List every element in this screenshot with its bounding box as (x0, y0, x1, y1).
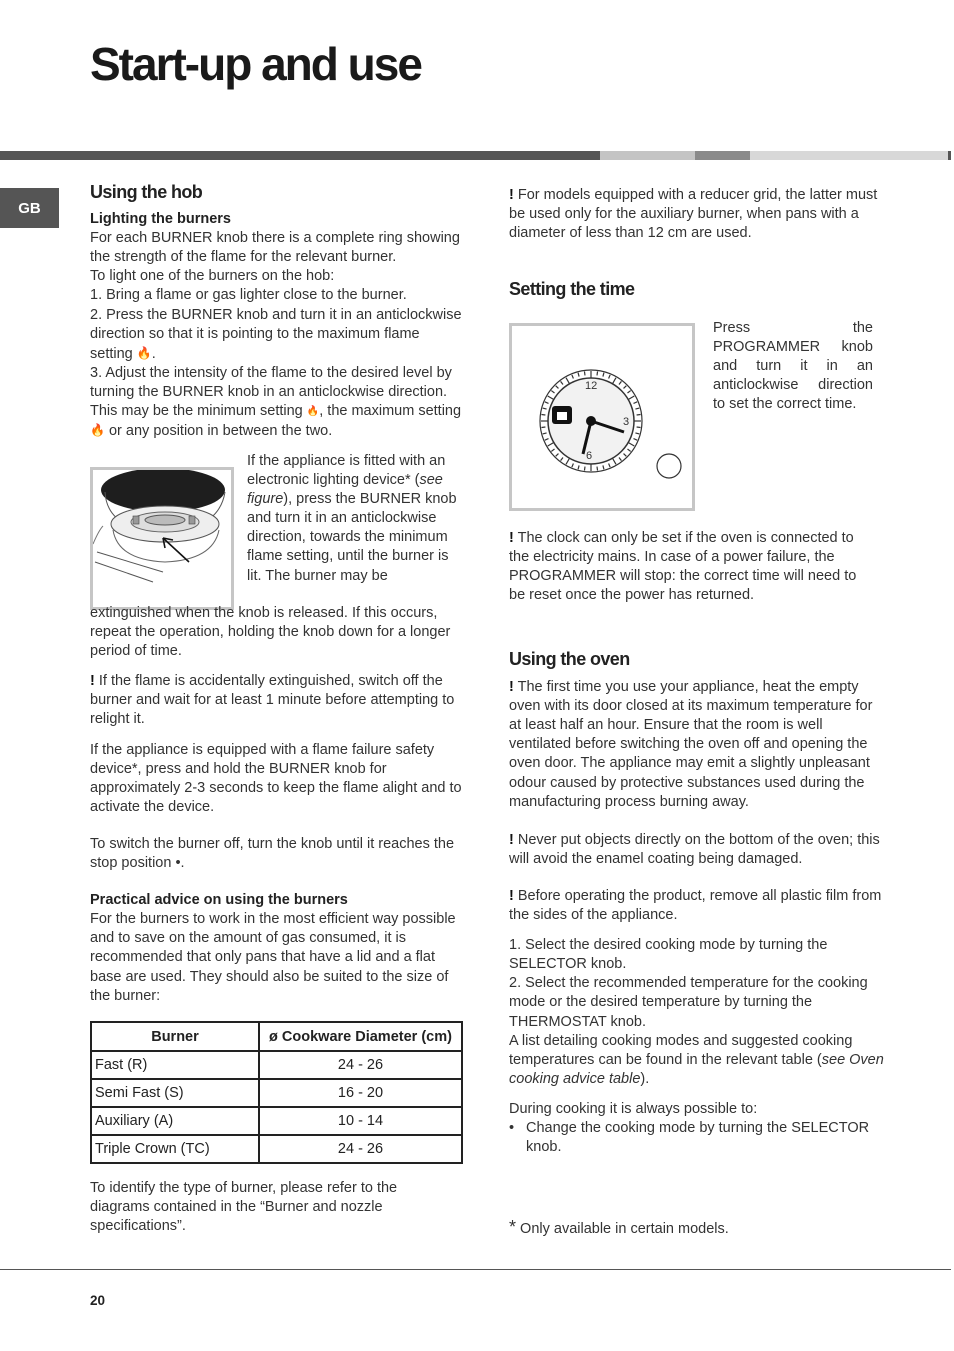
oven-step-2: 2. Select the recommended temperature for the cooking mode or the desired temperature by turning the THERMOSTAT knob. (509, 975, 868, 1030)
clock-figure (509, 323, 695, 511)
diameter-cell: 10 - 14 (259, 1107, 462, 1135)
diameter-cell: 16 - 20 (259, 1079, 462, 1107)
header-bar-mid (695, 151, 750, 160)
clock-label-6: 6 (586, 450, 593, 462)
page-number: 20 (90, 1293, 106, 1308)
flame-max-icon: 🔥 (90, 423, 105, 438)
footnote-star: * (509, 1217, 517, 1237)
hob-section (90, 183, 465, 441)
step-1: 1. Bring a flame or gas lighter close to the burner. (90, 287, 407, 304)
diameter-cell: 24 - 26 (259, 1135, 462, 1163)
clock-tick (597, 467, 598, 471)
time-text: Press the PROGRAMMER knob and turn it in an anticlockwise direction to set the correct time. (713, 320, 873, 413)
burner-illustration (93, 470, 231, 607)
lighting-heading: Lighting the burners (90, 211, 231, 228)
header-bar-light (600, 151, 695, 160)
col-diameter: ø Cookware Diameter (cm) (259, 1022, 462, 1051)
oven-heading: Using the oven (509, 649, 630, 669)
hob-heading: Using the hob (90, 182, 203, 202)
switch-off-paragraph: To switch the burner off, turn the knob until it reaches the stop position •. (90, 835, 455, 872)
burner-cell: Triple Crown (TC) (91, 1135, 259, 1163)
table-row (91, 1107, 462, 1135)
diameter-cell: 24 - 26 (259, 1051, 462, 1079)
time-heading: Setting the time (509, 279, 635, 299)
flame-min-icon: 🔥 (306, 406, 320, 418)
header-bar-dark (0, 151, 600, 160)
electronic-lighting-text: If the appliance is fitted with an electronic lighting device* (see figure), press the BURNER knob and turn it in an anticlockwise direction, towards the minimum flame setting, until the burner is lit. The burner may be (247, 453, 457, 584)
time-heading-wrap (509, 280, 884, 299)
burner-cell: Fast (R) (91, 1051, 259, 1079)
extinguished-paragraph: extinguished when the knob is released. If this occurs, repeat the operation, holding the knob down for a longer period of time. (90, 605, 451, 660)
burner-figure (90, 467, 234, 610)
burner-table (90, 1021, 463, 1164)
footer-rule (0, 1269, 951, 1270)
col-burner: Burner (91, 1022, 259, 1051)
oven-film-note: ! Before operating the product, remove all plastic film from the sides of the appliance. (509, 887, 882, 924)
step-2: 2. Press the BURNER knob and turn it in an anticlockwise direction so that it is pointing to the maximum flame setting 🔥. (90, 306, 462, 362)
clock-tick (637, 414, 641, 415)
table-row (91, 1135, 462, 1163)
oven-list-paragraph: A list detailing cooking modes and suggested cooking temperatures can be found in the relevant table (see Oven cooking advice table). (509, 1032, 884, 1087)
table-row (91, 1051, 462, 1079)
language-tab: GB (0, 188, 59, 228)
burner-cell: Semi Fast (S) (91, 1079, 259, 1107)
safety-device-paragraph: If the appliance is equipped with a flame failure safety device*, press and hold the BURNER knob for approximately 2-3 seconds to keep the flame alight and to activate the device. (90, 741, 462, 815)
step-3: 3. Adjust the intensity of the flame to the desired level by turning the BURNER knob in an anticlockwise direction. This may be the minimum setting 🔥, the maximum setting 🔥 or any position in between the two. (90, 364, 462, 440)
table-row (91, 1079, 462, 1107)
clock-tick (541, 414, 545, 415)
oven-table-ref: see Oven cooking advice table (509, 1051, 884, 1087)
ring-paragraph: For each BURNER knob there is a complete ring showing the strength of the flame for the relevant burner. (90, 230, 460, 266)
flame-max-icon: 🔥 (136, 345, 152, 360)
list-item: • Change the cooking mode by turning the SELECTOR knob. (509, 1119, 884, 1157)
advice-heading: Practical advice on using the burners (90, 892, 348, 909)
during-list (509, 1119, 884, 1157)
clock-label-3: 3 (623, 416, 630, 428)
oven-step-1: 1. Select the desired cooking mode by turning the SELECTOR knob. (509, 937, 828, 973)
programmer-clock (512, 326, 692, 508)
hob-section-continued (90, 604, 465, 1006)
footnote: * Only available in certain models. (509, 1217, 729, 1237)
advice-paragraph: For the burners to work in the most efficient way possible and to save on the amount of gas consumed, it is recommended that only pans that have a lid and a flat base are used. They should also be suited to the size of the burner: (90, 911, 456, 1004)
header-bar-end (948, 151, 951, 160)
see-figure-ref: see figure (247, 472, 443, 508)
clock-tick (541, 427, 545, 428)
clock-tick (597, 371, 598, 375)
clock-tick (637, 427, 641, 428)
page-title: Start-up and use (90, 38, 421, 90)
reducer-note: ! For models equipped with a reducer grid, the latter must be used only for the auxiliary burner, when pans with a diameter of less than 12 cm are used. (509, 187, 878, 242)
table-header-row (91, 1022, 462, 1051)
during-paragraph: During cooking it is always possible to: (509, 1100, 758, 1117)
oven-first-note: ! The first time you use your appliance, heat the empty oven with its door closed at its maximum temperature for at least half an hour. Ensure that the room is well ventilated before switching the oven off and opening the oven door. The appliance may emit a slightly unpleasant odour caused by protective substances used during the manufacturing process burning away. (509, 679, 873, 810)
to-light-paragraph: To light one of the burners on the hob: (90, 268, 335, 285)
burner-cell: Auxiliary (A) (91, 1107, 259, 1135)
identify-paragraph: To identify the type of burner, please refer to the diagrams contained in the “Burner and nozzle specifications”. (90, 1180, 398, 1235)
clock-tick (584, 371, 585, 375)
clock-label-12: 12 (585, 380, 598, 392)
oven-section (509, 650, 884, 1157)
header-bar-lighter (750, 151, 948, 160)
programmer-knob-icon (657, 454, 681, 478)
oven-never-note: ! Never put objects directly on the bottom of the oven; this will avoid the enamel coating being damaged. (509, 831, 880, 867)
clock-note: ! The clock can only be set if the oven is connected to the electricity mains. In case of a power failure, the PROGRAMMER will stop: the correct time will need to be reset once the power has returned. (509, 530, 857, 604)
flame-warning: ! If the flame is accidentally extinguished, switch off the burner and wait for at least 1 minute before attempting to relight it. (90, 673, 455, 728)
clock-tick (584, 467, 585, 471)
